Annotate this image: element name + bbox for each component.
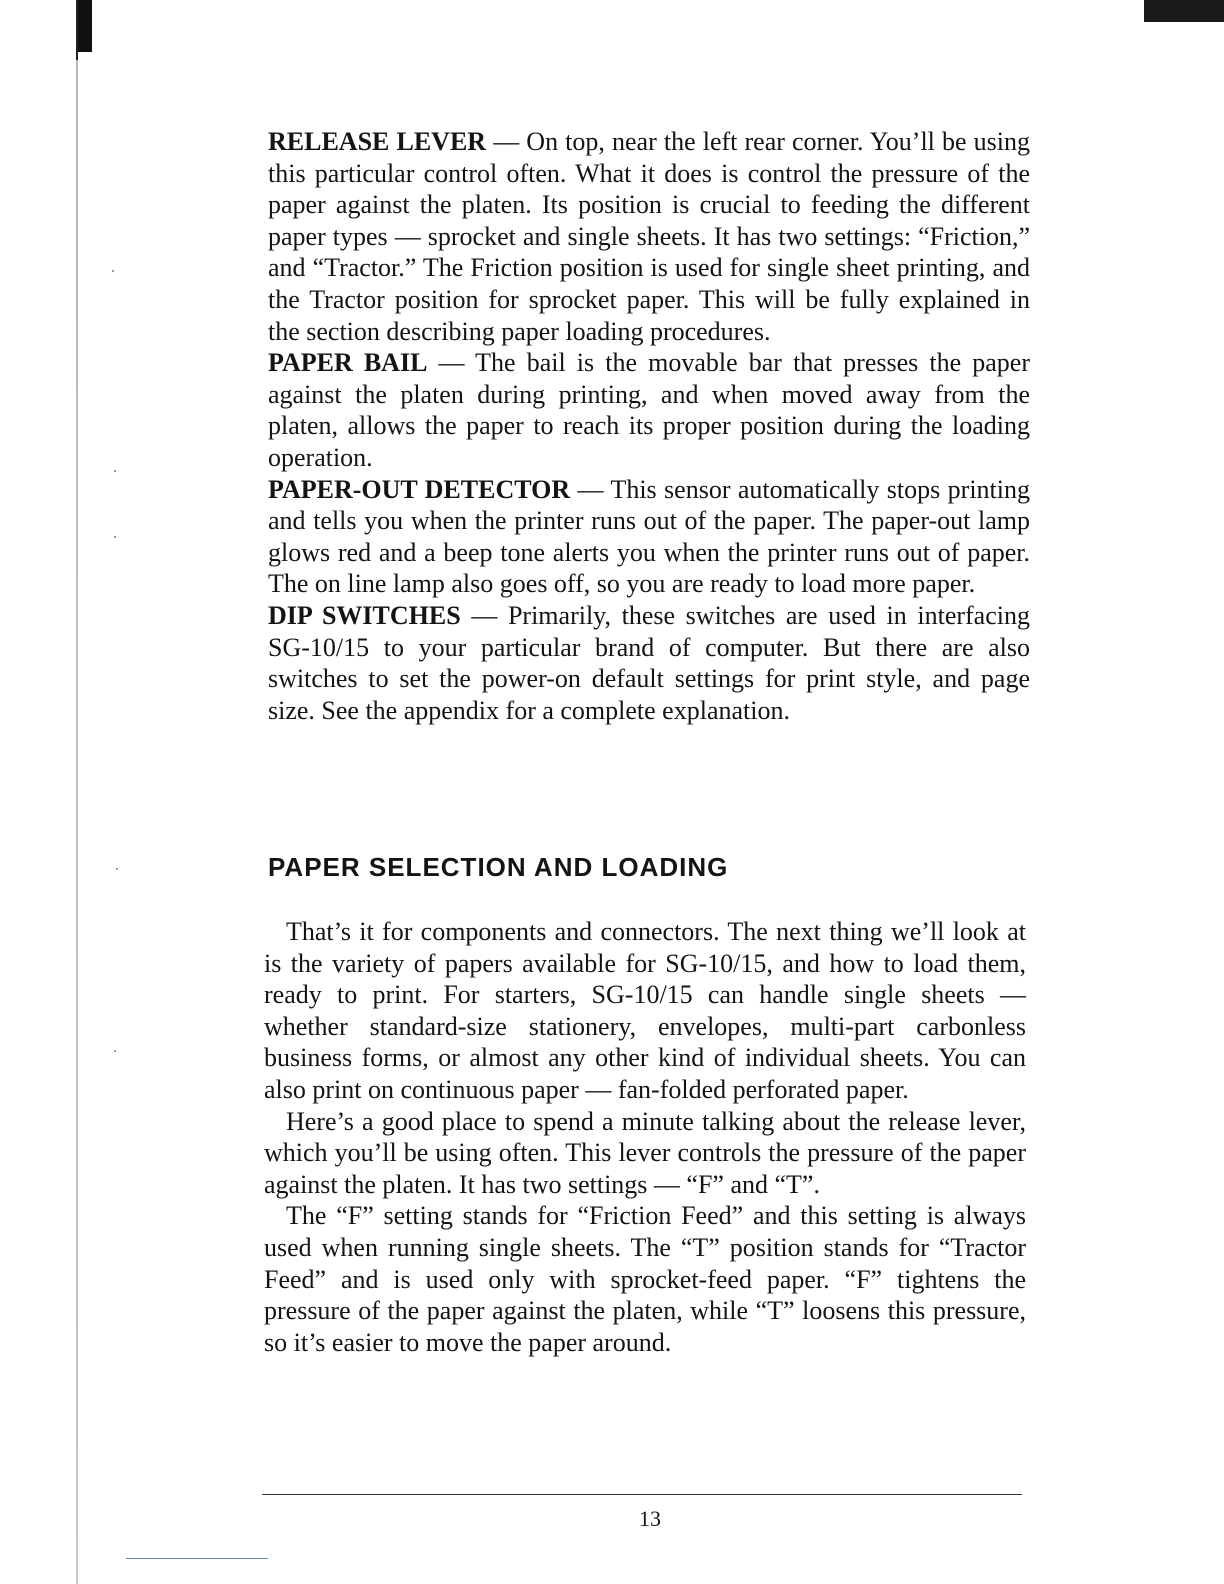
term-paper-bail: PAPER BAIL — [268, 348, 428, 378]
section-heading: PAPER SELECTION AND LOADING — [268, 852, 729, 882]
scan-speck — [112, 270, 114, 272]
definition-paper-bail — [268, 347, 1030, 473]
definition-text: — This sensor automatically stops printing and tells you when the printer runs out of the paper. The paper-out lamp glows red and a beep tone alerts you when the printer runs out of paper. The on line lamp also goes off, so you are ready to load more paper. — [268, 474, 1030, 599]
scan-speck — [116, 868, 118, 870]
scan-left-edge — [76, 0, 78, 1584]
scan-line-bottom-left — [126, 1558, 268, 1559]
definition-release-lever — [268, 126, 1030, 347]
term-dip-switches: DIP SWITCHES — [268, 600, 461, 630]
page-number: 13 — [639, 1506, 661, 1531]
definition-dip-switches — [268, 600, 1030, 726]
footer-rule — [262, 1494, 1022, 1495]
scan-speck — [114, 470, 116, 472]
definition-paper-out-detector — [268, 474, 1030, 600]
definitions-block — [268, 126, 1030, 726]
section-body — [264, 916, 1026, 1358]
term-paper-out-detector: PAPER-OUT DETECTOR — [268, 474, 571, 504]
definition-text: — Primarily, these switches are used in interfacing SG-10/15 to your particular brand of computer. But there are also switches to set the power-on default settings for print style, and page size. See the appendix for a complete explanation. — [268, 600, 1030, 725]
section-paragraph: That’s it for components and connectors. The next thing we’ll look at is the variety of papers available for SG-10/15, and how to load them, ready to print. For starters, SG-10/15 can handle single sheets — whether standard-size stationery, envelopes, multi-part carbonless business forms, or almost any other kind of individual sheets. You can also print on continuous paper — fan-folded perforated paper. — [264, 917, 1026, 1104]
scan-speck — [114, 1050, 116, 1052]
definition-text: — On top, near the left rear corner. You’ll be using this particular control often. What it does is control the pressure of the paper against the platen. Its position is crucial to feeding the different paper types — sprocket and single sheets. It has two settings: “Friction,” and “Tractor.” The Friction position is used for single sheet printing, and the Tractor position for sprocket paper. This will be fully explained in the section describing paper loading procedures. — [268, 127, 1030, 346]
section-paragraph: The “F” setting stands for “Friction Feed” and this setting is always used when running single sheets. The “T” position stands for “Tractor Feed” and is used only with sprocket-feed paper. “F” tightens the pressure of the paper against the platen, while “T” loosens this pressure, so it’s easier to move the paper around. — [264, 1201, 1026, 1357]
scan-mark-top-right — [1144, 0, 1224, 22]
term-release-lever: RELEASE LEVER — [268, 127, 487, 156]
definition-text: — The bail is the movable bar that presses the paper against the platen during printing, and when moved away from the platen, allows the paper to reach its proper position during the loading operation. — [268, 348, 1030, 472]
scan-mark-top-left — [78, 0, 92, 52]
scan-speck — [114, 536, 116, 538]
section-paragraph: Here’s a good place to spend a minute talking about the release lever, which you’ll be using often. This lever controls the pressure of the paper against the platen. It has two settings — “F” and “T”. — [264, 1106, 1026, 1199]
